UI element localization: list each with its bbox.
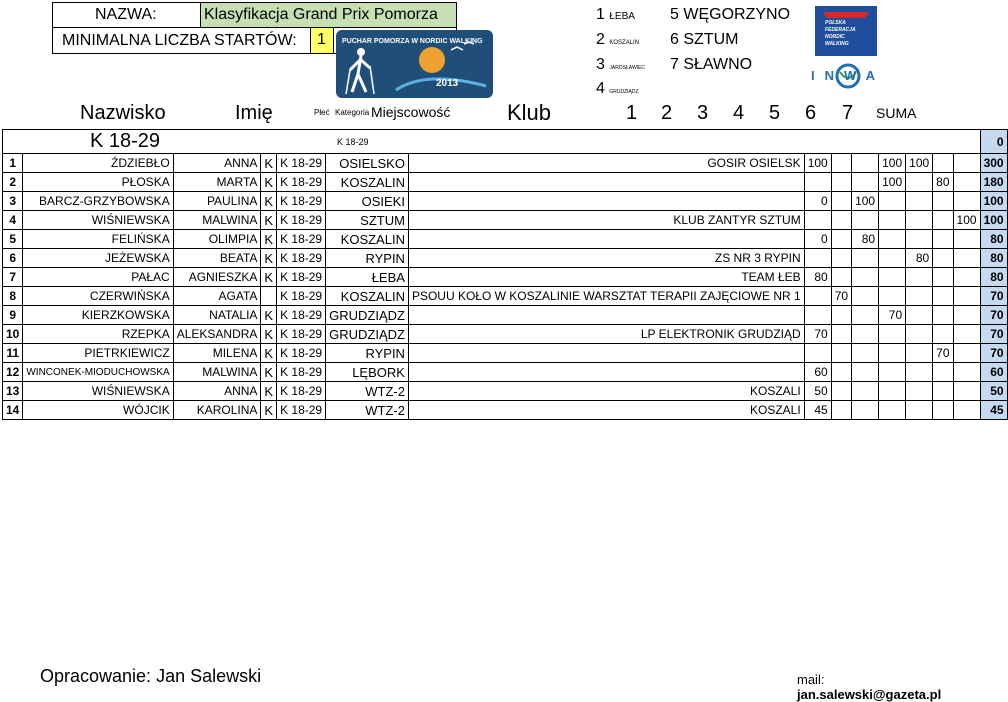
- category-row: [3, 130, 1008, 154]
- race-6-points: 70: [933, 344, 953, 363]
- col-race-2: 2: [661, 102, 673, 124]
- inwa-text: INWA: [811, 68, 885, 83]
- rank-cell: 12: [3, 363, 23, 382]
- race-7-points: [953, 154, 980, 173]
- race-4-points: [879, 230, 906, 249]
- prepared-by: [40, 666, 261, 687]
- logo-year: 2013: [436, 78, 459, 89]
- race-7-points: [953, 287, 980, 306]
- race-2-points: [831, 230, 851, 249]
- sum-cell: 80: [980, 249, 1007, 268]
- logo-title: PUCHAR POMORZA W NORDIC WALKING: [342, 38, 483, 45]
- race-1-points: 0: [804, 192, 831, 211]
- club-cell: [408, 344, 804, 363]
- town-number: 7: [670, 56, 679, 73]
- race-2-points: [831, 401, 851, 420]
- category-cell: K 18-29: [277, 268, 326, 287]
- race-6-points: [933, 306, 953, 325]
- category-cell: K 18-29: [277, 344, 326, 363]
- surname-cell: ŹDZIEBŁO: [23, 154, 173, 173]
- category-sum: 0: [980, 130, 1007, 154]
- race-2-points: [831, 154, 851, 173]
- race-3-points: [852, 249, 879, 268]
- race-6-points: [933, 382, 953, 401]
- first-name-cell: MARTA: [173, 173, 261, 192]
- mail-label: mail:: [797, 672, 825, 687]
- town-cell: GRUDZIĄDZ: [326, 325, 409, 344]
- race-4-points: [879, 325, 906, 344]
- category-cell: K 18-29: [277, 230, 326, 249]
- col-plec: Płeć: [314, 108, 330, 117]
- club-cell: [408, 306, 804, 325]
- race-5-points: [906, 268, 933, 287]
- club-cell: [408, 363, 804, 382]
- table-row: [3, 287, 1008, 306]
- first-name-cell: NATALIA: [173, 306, 261, 325]
- race-7-points: [953, 268, 980, 287]
- sex-cell: K: [261, 268, 277, 287]
- sum-cell: 100: [980, 192, 1007, 211]
- town-name: SZTUM: [683, 31, 739, 48]
- first-name-cell: KAROLINA: [173, 401, 261, 420]
- col-race-4: 4: [733, 102, 745, 124]
- town-3: [596, 56, 645, 74]
- race-7-points: [953, 401, 980, 420]
- col-race-5: 5: [769, 102, 781, 124]
- club-cell: KOSZALI: [408, 401, 804, 420]
- town-cell: KOSZALIN: [326, 173, 409, 192]
- town-cell: RYPIN: [326, 344, 409, 363]
- min-value-text: 1: [317, 31, 326, 48]
- surname-cell: WÓJCIK: [23, 401, 173, 420]
- col-race-1: 1: [626, 102, 638, 124]
- category-cell: K 18-29: [277, 287, 326, 306]
- race-6-points: [933, 401, 953, 420]
- race-7-points: [953, 173, 980, 192]
- race-2-points: 70: [831, 287, 851, 306]
- race-6-points: [933, 287, 953, 306]
- town-name: ŁEBA: [609, 11, 635, 22]
- race-7-points: 100: [953, 211, 980, 230]
- first-name-cell: MALWINA: [173, 211, 261, 230]
- race-4-points: [879, 249, 906, 268]
- club-cell: [408, 230, 804, 249]
- col-race-6: 6: [805, 102, 817, 124]
- table-row: [3, 306, 1008, 325]
- category-code: K 18-29: [337, 137, 369, 147]
- race-1-points: [804, 211, 831, 230]
- race-1-points: 60: [804, 363, 831, 382]
- town-number: 6: [670, 31, 679, 48]
- surname-cell: CZERWIŃSKA: [23, 287, 173, 306]
- race-5-points: [906, 344, 933, 363]
- category-cell: K 18-29: [277, 401, 326, 420]
- min-label: MINIMALNA LICZBA STARTÓW:: [62, 32, 297, 49]
- race-6-points: [933, 325, 953, 344]
- race-1-points: 45: [804, 401, 831, 420]
- rank-cell: 2: [3, 173, 23, 192]
- category-title: K 18-29: [90, 130, 161, 152]
- race-7-points: [953, 192, 980, 211]
- col-suma: SUMA: [876, 105, 917, 121]
- category-cell: K 18-29: [277, 211, 326, 230]
- race-7-points: [953, 230, 980, 249]
- town-cell: LĘBORK: [326, 363, 409, 382]
- category-cell: K 18-29: [277, 382, 326, 401]
- race-3-points: [852, 268, 879, 287]
- min-value: [310, 28, 334, 53]
- race-3-points: [852, 306, 879, 325]
- pfnw-logo: [815, 6, 877, 56]
- race-1-points: 50: [804, 382, 831, 401]
- sum-cell: 80: [980, 230, 1007, 249]
- race-4-points: [879, 382, 906, 401]
- race-3-points: [852, 382, 879, 401]
- club-cell: [408, 192, 804, 211]
- race-7-points: [953, 325, 980, 344]
- race-5-points: [906, 306, 933, 325]
- race-6-points: [933, 154, 953, 173]
- race-2-points: [831, 173, 851, 192]
- sum-cell: 70: [980, 306, 1007, 325]
- race-2-points: [831, 268, 851, 287]
- town-number: 3: [596, 56, 605, 73]
- contact-mail: [797, 672, 960, 702]
- race-1-points: [804, 344, 831, 363]
- race-1-points: [804, 306, 831, 325]
- sex-cell: K: [261, 173, 277, 192]
- sex-cell: K: [261, 230, 277, 249]
- nazwa-label: NAZWA:: [95, 6, 157, 23]
- race-3-points: 80: [852, 230, 879, 249]
- sum-cell: 180: [980, 173, 1007, 192]
- sum-cell: 60: [980, 363, 1007, 382]
- race-4-points: [879, 192, 906, 211]
- race-3-points: [852, 154, 879, 173]
- surname-cell: WIŚNIEWSKA: [23, 211, 173, 230]
- sex-cell: [261, 287, 277, 306]
- surname-cell: KIERZKOWSKA: [23, 306, 173, 325]
- table-row: [3, 382, 1008, 401]
- category-cell: K 18-29: [277, 192, 326, 211]
- race-6-points: [933, 230, 953, 249]
- prepared-name: Jan Salewski: [156, 666, 262, 686]
- race-3-points: [852, 211, 879, 230]
- town-cell: OSIELSKO: [326, 154, 409, 173]
- race-6-points: [933, 249, 953, 268]
- race-7-points: [953, 249, 980, 268]
- table-row: [3, 325, 1008, 344]
- inwa-logo: [810, 62, 886, 90]
- col-race-3: 3: [697, 102, 709, 124]
- town-name: WĘGORZYNO: [683, 6, 791, 23]
- town-1: [596, 6, 635, 24]
- sex-cell: K: [261, 249, 277, 268]
- category-cell: K 18-29: [277, 249, 326, 268]
- first-name-cell: BEATA: [173, 249, 261, 268]
- results-table: [2, 129, 1008, 420]
- race-5-points: [906, 173, 933, 192]
- race-6-points: [933, 211, 953, 230]
- first-name-cell: MILENA: [173, 344, 261, 363]
- club-cell: KLUB ZANTYR SZTUM: [408, 211, 804, 230]
- sex-cell: K: [261, 344, 277, 363]
- table-row: [3, 249, 1008, 268]
- sex-cell: K: [261, 306, 277, 325]
- town-cell: WTZ-2: [326, 382, 409, 401]
- race-3-points: [852, 401, 879, 420]
- race-7-points: [953, 363, 980, 382]
- category-cell: K 18-29: [277, 173, 326, 192]
- town-cell: RYPIN: [326, 249, 409, 268]
- race-5-points: [906, 287, 933, 306]
- town-name: GRUDZIĄDZ: [609, 89, 639, 95]
- sum-cell: 80: [980, 268, 1007, 287]
- town-cell: WTZ-2: [326, 401, 409, 420]
- race-4-points: 100: [879, 154, 906, 173]
- category-cell: K 18-29: [277, 154, 326, 173]
- sum-cell: 50: [980, 382, 1007, 401]
- town-cell: SZTUM: [326, 211, 409, 230]
- rank-cell: 9: [3, 306, 23, 325]
- col-race-7: 7: [842, 102, 854, 124]
- sum-cell: 70: [980, 287, 1007, 306]
- sum-cell: 300: [980, 154, 1007, 173]
- sum-cell: 70: [980, 344, 1007, 363]
- rank-cell: 4: [3, 211, 23, 230]
- sex-cell: K: [261, 211, 277, 230]
- race-7-points: [953, 344, 980, 363]
- first-name-cell: AGATA: [173, 287, 261, 306]
- table-row: [3, 344, 1008, 363]
- race-4-points: 70: [879, 306, 906, 325]
- table-row: [3, 230, 1008, 249]
- race-7-points: [953, 382, 980, 401]
- race-2-points: [831, 363, 851, 382]
- surname-cell: JEŻEWSKA: [23, 249, 173, 268]
- race-7-points: [953, 306, 980, 325]
- town-name: KOSZALIN: [609, 40, 640, 46]
- race-1-points: [804, 287, 831, 306]
- surname-cell: RZEPKA: [23, 325, 173, 344]
- rank-cell: 10: [3, 325, 23, 344]
- race-5-points: [906, 363, 933, 382]
- pfnw-text: POLSKA FEDERACJA NORDIC WALKING: [825, 20, 856, 47]
- race-4-points: 100: [879, 173, 906, 192]
- surname-cell: PŁOSKA: [23, 173, 173, 192]
- town-4: [596, 80, 639, 98]
- race-2-points: [831, 344, 851, 363]
- sum-cell: 45: [980, 401, 1007, 420]
- race-5-points: 80: [906, 249, 933, 268]
- club-cell: ZS NR 3 RYPIN: [408, 249, 804, 268]
- club-cell: TEAM ŁEB: [408, 268, 804, 287]
- category-cell: K 18-29: [277, 306, 326, 325]
- race-5-points: [906, 192, 933, 211]
- race-2-points: [831, 382, 851, 401]
- table-row: [3, 192, 1008, 211]
- first-name-cell: ANNA: [173, 382, 261, 401]
- rank-cell: 6: [3, 249, 23, 268]
- col-nazwisko: Nazwisko: [80, 102, 166, 124]
- race-1-points: 0: [804, 230, 831, 249]
- table-row: [3, 211, 1008, 230]
- race-2-points: [831, 211, 851, 230]
- first-name-cell: OLIMPIA: [173, 230, 261, 249]
- sex-cell: K: [261, 192, 277, 211]
- town-number: 4: [596, 80, 605, 97]
- race-4-points: [879, 287, 906, 306]
- race-6-points: [933, 363, 953, 382]
- race-3-points: 100: [852, 192, 879, 211]
- town-7: [670, 56, 752, 74]
- race-5-points: [906, 401, 933, 420]
- race-4-points: [879, 268, 906, 287]
- race-3-points: [852, 344, 879, 363]
- first-name-cell: PAULINA: [173, 192, 261, 211]
- surname-cell: PIETRKIEWICZ: [23, 344, 173, 363]
- town-cell: ŁEBA: [326, 268, 409, 287]
- race-5-points: [906, 382, 933, 401]
- race-2-points: [831, 192, 851, 211]
- sum-cell: 70: [980, 325, 1007, 344]
- town-cell: GRUDZIĄDZ: [326, 306, 409, 325]
- first-name-cell: AGNIESZKA: [173, 268, 261, 287]
- town-6: [670, 31, 738, 49]
- race-3-points: [852, 325, 879, 344]
- col-kategoria: Kategoria: [335, 108, 370, 117]
- prepared-label: Opracowanie:: [40, 666, 152, 686]
- race-1-points: 80: [804, 268, 831, 287]
- race-5-points: [906, 230, 933, 249]
- race-5-points: [906, 325, 933, 344]
- club-cell: [408, 173, 804, 192]
- category-cell: K 18-29: [277, 325, 326, 344]
- town-cell: OSIEKI: [326, 192, 409, 211]
- town-cell: KOSZALIN: [326, 287, 409, 306]
- race-1-points: 100: [804, 154, 831, 173]
- sex-cell: K: [261, 363, 277, 382]
- nazwa-value: [200, 3, 456, 27]
- category-cell: K 18-29: [277, 363, 326, 382]
- flag-icon: [815, 6, 877, 56]
- first-name-cell: MALWINA: [173, 363, 261, 382]
- club-cell: LP ELEKTRONIK GRUDZIĄD: [408, 325, 804, 344]
- rank-cell: 8: [3, 287, 23, 306]
- rank-cell: 7: [3, 268, 23, 287]
- rank-cell: 13: [3, 382, 23, 401]
- town-name: SŁAWNO: [683, 56, 753, 73]
- town-2: [596, 31, 639, 49]
- table-row: [3, 173, 1008, 192]
- race-3-points: [852, 287, 879, 306]
- surname-cell: BARCZ-GRZYBOWSKA: [23, 192, 173, 211]
- surname-cell: FELIŃSKA: [23, 230, 173, 249]
- header-divider: [52, 27, 457, 28]
- club-cell: PSOUU KOŁO W KOSZALINIE WARSZTAT TERAPII ZAJĘCIOWE NR 1: [408, 287, 804, 306]
- race-2-points: [831, 325, 851, 344]
- race-1-points: [804, 249, 831, 268]
- race-2-points: [831, 249, 851, 268]
- race-1-points: 70: [804, 325, 831, 344]
- rank-cell: 11: [3, 344, 23, 363]
- club-cell: KOSZALI: [408, 382, 804, 401]
- surname-cell: WIŚNIEWSKA: [23, 382, 173, 401]
- nazwa-value-text: Klasyfikacja Grand Prix Pomorza: [204, 6, 438, 23]
- town-list: [596, 6, 806, 96]
- race-3-points: [852, 363, 879, 382]
- table-row: [3, 401, 1008, 420]
- race-4-points: [879, 401, 906, 420]
- town-number: 2: [596, 31, 605, 48]
- table-row: [3, 268, 1008, 287]
- col-klub: Klub: [507, 100, 552, 125]
- sex-cell: K: [261, 401, 277, 420]
- col-miejscowosc: Miejscowość: [371, 104, 451, 120]
- club-cell: GOSIR OSIELSK: [408, 154, 804, 173]
- race-4-points: [879, 344, 906, 363]
- first-name-cell: ALEKSANDRA: [173, 325, 261, 344]
- rank-cell: 14: [3, 401, 23, 420]
- table-row: [3, 154, 1008, 173]
- race-2-points: [831, 306, 851, 325]
- town-cell: KOSZALIN: [326, 230, 409, 249]
- race-6-points: 80: [933, 173, 953, 192]
- race-4-points: [879, 363, 906, 382]
- race-6-points: [933, 268, 953, 287]
- sex-cell: K: [261, 382, 277, 401]
- race-6-points: [933, 192, 953, 211]
- sum-cell: 100: [980, 211, 1007, 230]
- mail-value[interactable]: jan.salewski@gazeta.pl: [797, 687, 942, 702]
- race-4-points: [879, 211, 906, 230]
- race-5-points: [906, 211, 933, 230]
- sex-cell: K: [261, 154, 277, 173]
- race-3-points: [852, 173, 879, 192]
- town-5: [670, 6, 790, 24]
- col-imie: Imię: [235, 102, 273, 124]
- sex-cell: K: [261, 325, 277, 344]
- town-number: 5: [670, 6, 679, 23]
- rank-cell: 5: [3, 230, 23, 249]
- town-name: JAROSŁAWIEC: [609, 65, 646, 71]
- town-number: 1: [596, 6, 605, 23]
- first-name-cell: ANNA: [173, 154, 261, 173]
- surname-cell: WINCONEK-MIODUCHOWSKA: [23, 363, 173, 382]
- surname-cell: PAŁAC: [23, 268, 173, 287]
- rank-cell: 1: [3, 154, 23, 173]
- race-1-points: [804, 173, 831, 192]
- puchar-logo: [336, 30, 493, 98]
- race-5-points: 100: [906, 154, 933, 173]
- rank-cell: 3: [3, 192, 23, 211]
- table-row: [3, 363, 1008, 382]
